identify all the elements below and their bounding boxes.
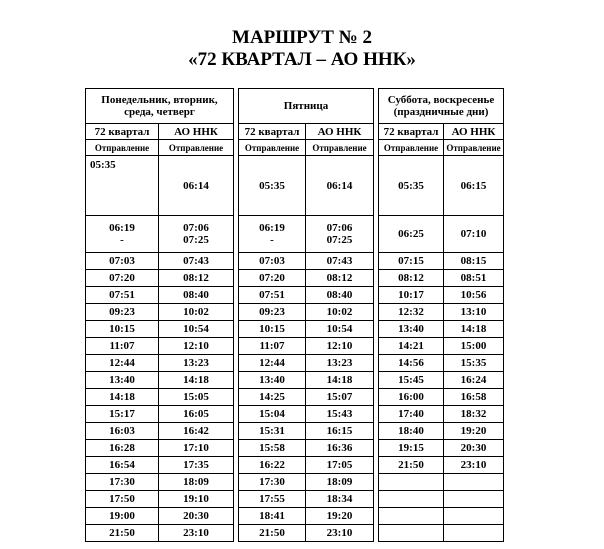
table-row xyxy=(86,423,504,440)
departure-label: Отправление xyxy=(239,140,306,156)
time-cell: 17:05 xyxy=(306,457,374,474)
time-cell: 05:35 xyxy=(239,156,306,216)
time-cell: 19:10 xyxy=(159,491,234,508)
time-cell: 10:02 xyxy=(306,304,374,321)
time-cell: 08:40 xyxy=(159,287,234,304)
time-cell: 05:35 xyxy=(86,156,159,216)
time-cell: 15:58 xyxy=(239,440,306,457)
time-cell: 12:44 xyxy=(86,355,159,372)
time-cell: 18:09 xyxy=(159,474,234,491)
time-cell: 17:10 xyxy=(159,440,234,457)
time-cell: 14:18 xyxy=(86,389,159,406)
time-cell: 17:40 xyxy=(379,406,444,423)
table-row xyxy=(86,253,504,270)
time-cell xyxy=(444,474,504,491)
time-cell: 15:05 xyxy=(159,389,234,406)
stop-header: АО ННК xyxy=(306,124,374,140)
table-row xyxy=(86,406,504,423)
table-row xyxy=(86,508,504,525)
table-row xyxy=(86,270,504,287)
time-cell: 06:19 - xyxy=(239,216,306,253)
time-cell: 14:21 xyxy=(379,338,444,355)
time-cell: 11:07 xyxy=(86,338,159,355)
table-row xyxy=(86,389,504,406)
time-cell: 07:20 xyxy=(239,270,306,287)
time-cell: 15:43 xyxy=(306,406,374,423)
time-cell: 15:45 xyxy=(379,372,444,389)
time-cell: 12:44 xyxy=(239,355,306,372)
table-row xyxy=(86,457,504,474)
time-cell: 09:23 xyxy=(86,304,159,321)
time-cell: 19:20 xyxy=(444,423,504,440)
time-cell: 13:40 xyxy=(86,372,159,389)
time-cell: 07:06 07:25 xyxy=(306,216,374,253)
time-cell: 07:06 07:25 xyxy=(159,216,234,253)
time-cell xyxy=(444,491,504,508)
time-cell: 16:15 xyxy=(306,423,374,440)
time-cell: 07:43 xyxy=(306,253,374,270)
time-cell: 19:15 xyxy=(379,440,444,457)
time-cell: 14:56 xyxy=(379,355,444,372)
time-cell: 06:19 - xyxy=(86,216,159,253)
time-cell: 17:30 xyxy=(86,474,159,491)
time-cell: 13:23 xyxy=(159,355,234,372)
time-cell: 18:32 xyxy=(444,406,504,423)
route-name: «72 КВАРТАЛ – АО ННК» xyxy=(188,49,416,70)
time-cell: 18:34 xyxy=(306,491,374,508)
time-cell: 10:15 xyxy=(239,321,306,338)
departure-label: Отправление xyxy=(159,140,234,156)
time-cell: 10:15 xyxy=(86,321,159,338)
table-row xyxy=(86,525,504,542)
time-cell: 17:50 xyxy=(86,491,159,508)
time-cell: 08:15 xyxy=(444,253,504,270)
table-row xyxy=(86,304,504,321)
table-row xyxy=(86,156,504,216)
time-cell: 07:20 xyxy=(86,270,159,287)
route-title: МАРШРУТ № 2 xyxy=(232,27,372,48)
time-cell: 16:42 xyxy=(159,423,234,440)
time-cell: 16:24 xyxy=(444,372,504,389)
stop-header: АО ННК xyxy=(159,124,234,140)
time-cell: 16:36 xyxy=(306,440,374,457)
time-cell: 07:03 xyxy=(239,253,306,270)
time-cell: 15:07 xyxy=(306,389,374,406)
time-cell: 13:23 xyxy=(306,355,374,372)
time-cell: 21:50 xyxy=(86,525,159,542)
time-cell: 11:07 xyxy=(239,338,306,355)
time-cell: 08:12 xyxy=(379,270,444,287)
stop-header: АО ННК xyxy=(444,124,504,140)
time-cell: 12:32 xyxy=(379,304,444,321)
time-cell: 13:10 xyxy=(444,304,504,321)
time-cell: 19:00 xyxy=(86,508,159,525)
stop-header: 72 квартал xyxy=(379,124,444,140)
time-cell: 08:12 xyxy=(306,270,374,287)
time-cell: 15:35 xyxy=(444,355,504,372)
group-mon-thu: Понедельник, вторник, среда, четверг xyxy=(86,89,234,124)
time-cell: 08:40 xyxy=(306,287,374,304)
time-cell: 13:40 xyxy=(239,372,306,389)
time-cell: 16:54 xyxy=(86,457,159,474)
time-cell: 17:30 xyxy=(239,474,306,491)
time-cell: 06:15 xyxy=(444,156,504,216)
time-cell xyxy=(379,525,444,542)
time-cell: 21:50 xyxy=(239,525,306,542)
time-cell: 18:09 xyxy=(306,474,374,491)
group-friday: Пятница xyxy=(239,89,374,124)
table-row xyxy=(86,338,504,355)
time-cell: 16:22 xyxy=(239,457,306,474)
departure-label: Отправление xyxy=(444,140,504,156)
time-cell: 07:51 xyxy=(86,287,159,304)
time-cell: 16:05 xyxy=(159,406,234,423)
time-cell: 16:00 xyxy=(379,389,444,406)
departure-label: Отправление xyxy=(379,140,444,156)
time-cell: 16:03 xyxy=(86,423,159,440)
time-cell: 06:14 xyxy=(306,156,374,216)
time-cell: 07:51 xyxy=(239,287,306,304)
time-cell: 18:41 xyxy=(239,508,306,525)
time-cell: 05:35 xyxy=(379,156,444,216)
time-cell: 15:04 xyxy=(239,406,306,423)
time-cell: 07:10 xyxy=(444,216,504,253)
time-cell: 15:00 xyxy=(444,338,504,355)
time-cell xyxy=(379,491,444,508)
time-cell: 15:31 xyxy=(239,423,306,440)
departure-label: Отправление xyxy=(306,140,374,156)
time-cell: 20:30 xyxy=(159,508,234,525)
time-cell: 07:15 xyxy=(379,253,444,270)
group-weekend: Суббота, воскресенье (праздничные дни) xyxy=(379,89,504,124)
time-cell: 10:54 xyxy=(159,321,234,338)
time-cell: 14:18 xyxy=(306,372,374,389)
time-cell: 06:25 xyxy=(379,216,444,253)
time-cell: 08:51 xyxy=(444,270,504,287)
time-cell: 17:55 xyxy=(239,491,306,508)
time-cell: 10:02 xyxy=(159,304,234,321)
time-cell: 20:30 xyxy=(444,440,504,457)
time-cell: 23:10 xyxy=(159,525,234,542)
table-row xyxy=(86,355,504,372)
time-cell: 10:54 xyxy=(306,321,374,338)
table-row xyxy=(86,216,504,253)
schedule-table xyxy=(85,88,504,542)
time-cell: 16:58 xyxy=(444,389,504,406)
time-cell: 19:20 xyxy=(306,508,374,525)
time-cell: 14:18 xyxy=(444,321,504,338)
time-cell: 09:23 xyxy=(239,304,306,321)
time-cell: 15:17 xyxy=(86,406,159,423)
table-row xyxy=(86,491,504,508)
time-cell: 13:40 xyxy=(379,321,444,338)
time-cell: 18:40 xyxy=(379,423,444,440)
stop-header: 72 квартал xyxy=(239,124,306,140)
time-cell xyxy=(379,474,444,491)
time-cell: 14:25 xyxy=(239,389,306,406)
time-cell xyxy=(444,525,504,542)
time-cell: 07:03 xyxy=(86,253,159,270)
time-cell: 21:50 xyxy=(379,457,444,474)
time-cell: 08:12 xyxy=(159,270,234,287)
stop-header: 72 квартал xyxy=(86,124,159,140)
time-cell: 23:10 xyxy=(444,457,504,474)
time-cell: 23:10 xyxy=(306,525,374,542)
table-row xyxy=(86,321,504,338)
table-row xyxy=(86,474,504,491)
time-cell: 17:35 xyxy=(159,457,234,474)
table-row xyxy=(86,287,504,304)
time-cell: 12:10 xyxy=(159,338,234,355)
time-cell: 14:18 xyxy=(159,372,234,389)
time-cell: 10:56 xyxy=(444,287,504,304)
table-row xyxy=(86,440,504,457)
table-row xyxy=(86,372,504,389)
time-cell xyxy=(444,508,504,525)
time-cell: 06:14 xyxy=(159,156,234,216)
time-cell: 16:28 xyxy=(86,440,159,457)
time-cell: 12:10 xyxy=(306,338,374,355)
time-cell xyxy=(379,508,444,525)
time-cell: 07:43 xyxy=(159,253,234,270)
time-cell: 10:17 xyxy=(379,287,444,304)
departure-label: Отправление xyxy=(86,140,159,156)
